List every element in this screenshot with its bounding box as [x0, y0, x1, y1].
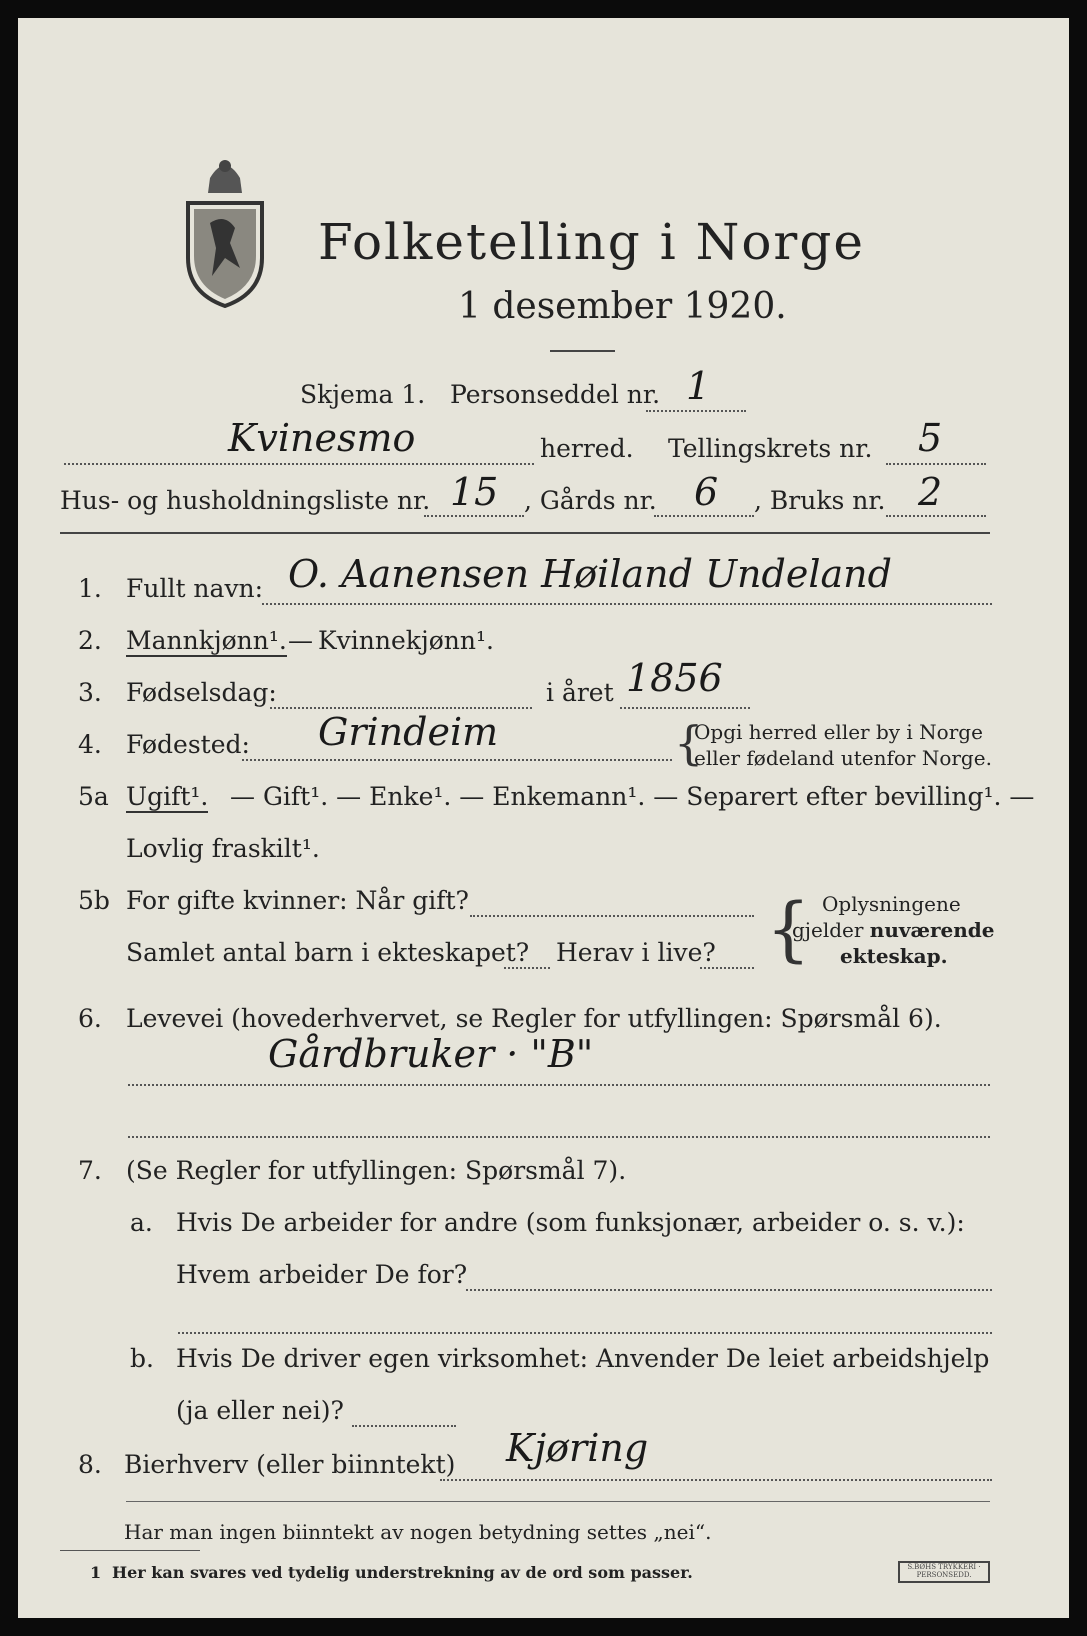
q8-number: 8. [78, 1450, 102, 1479]
form-title: Folketelling i Norge [318, 213, 865, 271]
occupation-value: Gårdbruker · "B" [268, 1032, 594, 1076]
q5a-number: 5a [78, 782, 109, 811]
q6-number: 6. [78, 1004, 102, 1033]
employer-label: Hvem arbeider De for? [176, 1260, 468, 1289]
q7a-number: a. [130, 1208, 153, 1237]
gards-label: , Gårds nr. [524, 486, 657, 515]
q4-number: 4. [78, 730, 102, 759]
birthplace-note-1: Opgi herred eller by i Norge [694, 720, 983, 744]
q7-label: (Se Regler for utfyllingen: Spørsmål 7). [126, 1156, 627, 1185]
children-label: Samlet antal barn i ekteskapet? [126, 938, 530, 967]
occupation-label: Levevei (hovederhvervet, se Regler for utfyllingen: Spørsmål 6). [126, 1004, 942, 1033]
hus-label: Hus- og husholdningsliste nr. [60, 486, 431, 515]
bruks-value: 2 [918, 470, 943, 514]
coat-of-arms-icon [180, 148, 270, 308]
married-when-label: For gifte kvinner: Når gift? [126, 886, 469, 915]
form-subtitle: 1 desember 1920. [458, 286, 787, 327]
personseddel-label: Personseddel nr. [450, 380, 661, 409]
ugift-option: Ugift¹. [126, 782, 209, 811]
divorced-option: Lovlig fraskilt¹. [126, 834, 320, 863]
birthday-label: Fødselsdag: [126, 678, 277, 707]
q2-sep: — [288, 626, 313, 655]
herred-label: herred. [540, 434, 634, 463]
tellingskrets-value: 5 [918, 416, 943, 460]
alive-label: Herav i live? [556, 938, 716, 967]
hus-value: 15 [450, 470, 499, 514]
q7b-label: Hvis De driver egen virksomhet: Anvender De leiet arbeidshjelp [176, 1344, 990, 1373]
footnote-mark: 1 [90, 1563, 102, 1582]
q1-number: 1. [78, 574, 102, 603]
q7a-label: Hvis De arbeider for andre (som funksjonær, arbeider o. s. v.): [176, 1208, 965, 1237]
q5b-note-2: gjelder nuværende [792, 918, 995, 942]
male-option: Mannkjønn¹. [126, 626, 287, 655]
q7-number: 7. [78, 1156, 102, 1185]
q3-number: 3. [78, 678, 102, 707]
q5b-note-1: Oplysningene [822, 892, 961, 916]
q1-label: Fullt navn: [126, 574, 264, 603]
year-label: i året [546, 678, 614, 707]
marital-options: — Gift¹. — Enke¹. — Enkemann¹. — Separert efter bevilling¹. — [230, 782, 1035, 811]
printer-stamp: S.BØHS TRYKKERI · PERSONSEDD. [898, 1561, 990, 1583]
q7b-number: b. [130, 1344, 154, 1373]
herred-value: Kvinesmo [228, 416, 416, 460]
birthplace-note-2: eller fødeland utenfor Norge. [694, 746, 992, 770]
bruks-label: , Bruks nr. [754, 486, 886, 515]
birth-year-value: 1856 [626, 656, 723, 700]
q2-number: 2. [78, 626, 102, 655]
female-option: Kvinnekjønn¹. [318, 626, 494, 655]
footnote-text: Her kan svares ved tydelig understrekning av de ord som passer. [112, 1563, 693, 1582]
birthplace-label: Fødested: [126, 730, 250, 759]
birthplace-value: Grindeim [318, 710, 499, 754]
q5b-number: 5b [78, 886, 110, 915]
tellingskrets-label: Tellingskrets nr. [668, 434, 873, 463]
gards-value: 6 [694, 470, 719, 514]
q5b-note-3: ekteskap. [840, 944, 948, 968]
skjema-label: Skjema 1. [300, 380, 426, 409]
personseddel-value: 1 [686, 364, 711, 408]
hired-help-label: (ja eller nei)? [176, 1396, 344, 1425]
census-form: Folketelling i Norge 1 desember 1920. Skjema 1. Personseddel nr. 1 Kvinesmo herred. Tellingskrets nr. 5 Hus- og husholdningsliste nr. 15 , Gårds nr. 6 , Bruks nr. 2 1. Fullt navn: O. Aanensen Høiland Undeland 2. Mannkjønn¹. — Kvinnekjønn¹. 3. Fødselsdag: i året 1856 4. Fødested: Grindeim { Opgi herred eller by i Norge eller fødeland utenfor Norge. 5a Ugift¹. — Gift¹. — Enke¹. — Enkemann¹. — Separert efter bevilling¹. — Lovlig fraskilt¹. 5b For gifte kvinner: Når gift? Samlet antal barn i ekteskapet? Herav i live? { Oplysningene gjelder nuværende ekteskap. 6. Levevei (hovederhvervet, se Regler for utfyllingen: Spørsmål 6). Gårdbruker · "B" 7. (Se Regler for utfyllingen: Spørsmål 7). a. Hvis De arbeider for andre (som funksjonær, arbeider o. s. v.): Hvem arbeider De for? b. Hvis De driver egen virksomhet: Anvender De leiet arbeidshjelp (ja eller nei)? 8. Bierhverv (eller biinntekt) Kjøring Har man ingen biinntekt av nogen betydning settes „nei“. 1 Her kan svares ved tydelig understrekning av de ord som passer. S.BØHS TRYKKERI · PERSONSEDD. [18, 18, 1069, 1618]
side-income-label: Bierhverv (eller biinntekt) [124, 1450, 456, 1479]
full-name-value: O. Aanensen Høiland Undeland [288, 552, 892, 596]
note-text: Har man ingen biinntekt av nogen betydning settes „nei“. [124, 1520, 712, 1544]
side-income-value: Kjøring [506, 1426, 649, 1470]
